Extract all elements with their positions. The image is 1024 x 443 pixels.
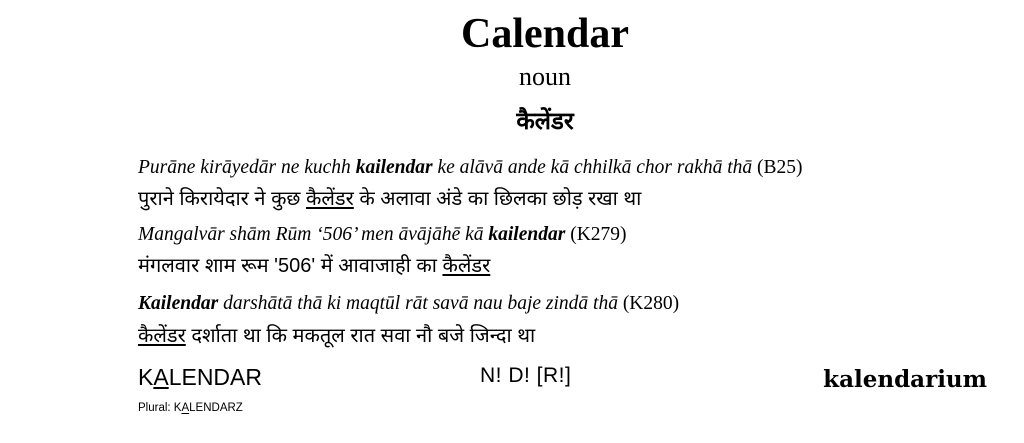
example-2-keyword: kailendar xyxy=(488,224,566,245)
example-1-transliteration xyxy=(138,157,803,179)
example-2-hindi-pre: मंगलवार शाम रूम '506' में आवाजाही का xyxy=(138,255,443,277)
example-1-hindi-keyword: कैलेंडर xyxy=(306,188,354,210)
example-1-keyword: kailendar xyxy=(355,157,433,178)
pronunciation-notation: N! D! [R!] xyxy=(480,364,572,387)
plural-post: LENDARZ xyxy=(189,402,243,414)
part-of-speech: noun xyxy=(519,62,571,91)
example-3-hindi xyxy=(138,321,535,348)
phonetic-post: LENDAR xyxy=(168,364,262,390)
example-1-hindi-post: के अलावा अंडे का छिलका छोड़ रखा था xyxy=(353,188,642,210)
phonetic-pre: K xyxy=(138,364,154,390)
example-3-keyword: Kailendar xyxy=(138,293,219,314)
example-2-translit-pre: Mangalvār shām Rūm ‘506’ men āvājāhē kā xyxy=(138,224,489,245)
example-3-reference: (K280) xyxy=(622,293,680,314)
phonetic-spelling xyxy=(138,364,262,391)
plural-form xyxy=(138,402,243,414)
example-2-transliteration xyxy=(138,224,627,246)
headword: Calendar xyxy=(461,11,629,57)
example-1-hindi-pre: पुराने किरायेदार ने कुछ xyxy=(138,188,307,210)
hindi-headword: कैलेंडर xyxy=(516,108,574,135)
plural-label: Plural: xyxy=(138,402,174,414)
example-2-hindi xyxy=(138,251,490,278)
example-3-hindi-keyword: कैलेंडर xyxy=(138,325,186,347)
example-1-translit-post: ke alāvā ande kā chhilkā chor rakhā thā xyxy=(432,157,753,178)
example-3-translit-post: darshātā thā ki maqtūl rāt savā nau baje zindā thā xyxy=(218,293,618,314)
example-1-hindi xyxy=(138,184,641,211)
example-3-transliteration xyxy=(138,293,679,315)
example-2-hindi-keyword: कैलेंडर xyxy=(442,255,491,277)
plural-pre: K xyxy=(173,402,182,414)
example-1-translit-pre: Purāne kirāyedār ne kuchh xyxy=(138,157,356,178)
example-1-reference: (B25) xyxy=(757,157,803,178)
plural-stressed-letter: A xyxy=(181,402,190,414)
phonetic-stressed-letter: A xyxy=(153,364,169,390)
example-2-reference: (K279) xyxy=(570,224,627,245)
example-3-hindi-post: दर्शाता था कि मकतूल रात सवा नौ बजे जिन्दा था xyxy=(185,325,536,347)
foreign-word: kalendarium xyxy=(823,366,987,393)
